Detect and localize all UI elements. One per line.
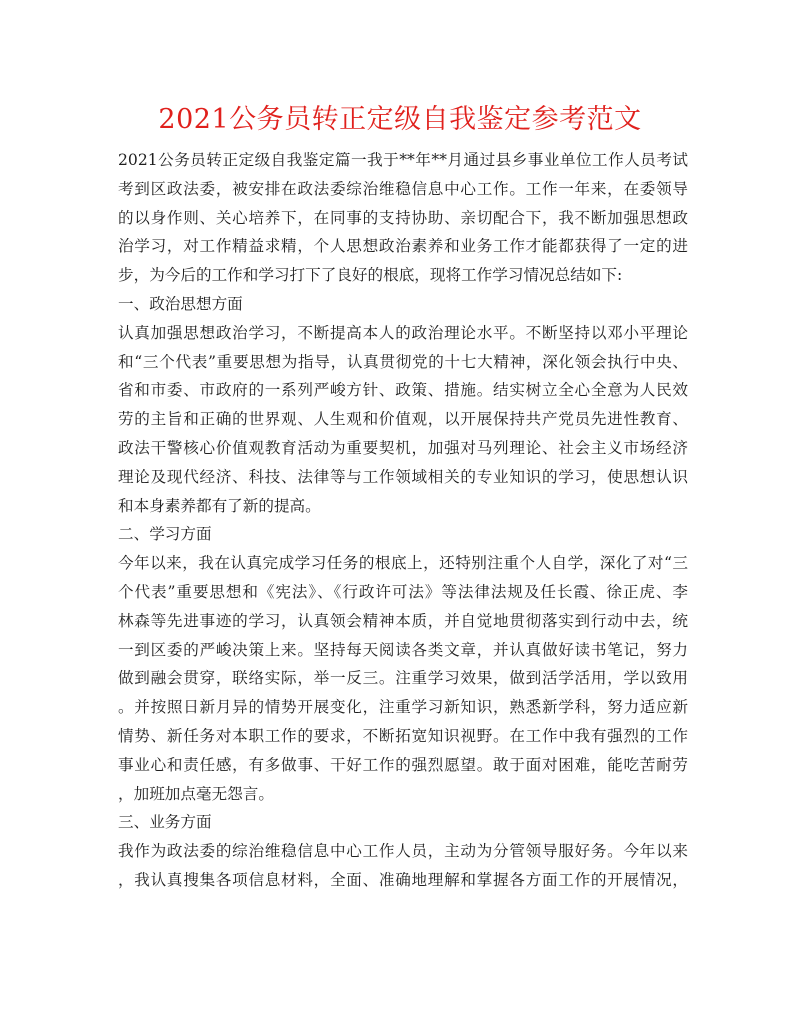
body-line: 步，为今后的工作和学习打下了良好的根底，现将工作学习情况总结如下:	[118, 266, 623, 285]
body-line: 。并按照日新月异的情势开展变化，注重学习新知识，熟悉新学科，努力适应新	[118, 698, 688, 717]
body-line: 理论及现代经济、科技、法律等与工作领域相关的专业知识的学习，使思想认识	[118, 467, 688, 486]
body-line: 事业心和责任感，有多做事、干好工作的强烈愿望。敢于面对困难，能吃苦耐劳	[118, 755, 688, 774]
body-line: 一到区委的严峻决策上来。坚持每天阅读各类文章，并认真做好读书笔记，努力	[118, 640, 688, 659]
body-line: 我作为政法委的综治维稳信息中心工作人员，主动为分管领导服好务。今年以来	[118, 842, 688, 861]
body-line: 做到融会贯穿，联络实际，举一反三。注重学习效果，做到活学活用，学以致用	[118, 669, 688, 688]
body-line: 的以身作则、关心培养下，在同事的支持协助、亲切配合下，我不断加强思想政	[118, 208, 688, 227]
body-line: 和“三个代表”重要思想为指导，认真贯彻党的十七大精神，深化领会执行中央、	[118, 352, 688, 371]
body-line: 和本身素养都有了新的提高。	[118, 496, 321, 515]
body-line: 林森等先进事迹的学习，认真领会精神本质，并自觉地贯彻落实到行动中去，统	[118, 611, 688, 630]
document-body	[118, 146, 688, 895]
body-line: 2021公务员转正定级自我鉴定篇一我于**年**月通过县乡事业单位工作人员考试	[118, 151, 688, 169]
body-line: 认真加强思想政治学习，不断提高本人的政治理论水平。不断坚持以邓小平理论	[118, 323, 688, 342]
body-line: 情势、新任务对本职工作的要求，不断拓宽知识视野。在工作中我有强烈的工作	[118, 726, 688, 745]
body-line: 个代表”重要思想和《宪法》、《行政许可法》等法律法规及任长霞、徐正虎、李	[118, 582, 688, 601]
body-line: 政法干警核心价值观教育活动为重要契机，加强对马列理论、社会主义市场经济	[118, 438, 688, 457]
body-line: ，我认真搜集各项信息材料，全面、准确地理解和掌握各方面工作的开展情况，	[118, 870, 688, 889]
section-heading-business: 三、业务方面	[118, 813, 212, 832]
body-line: 省和市委、市政府的一系列严峻方针、政策、措施。结实树立全心全意为人民效	[118, 381, 688, 400]
section-heading-study: 二、学习方面	[118, 525, 212, 544]
body-line: 治学习，对工作精益求精，个人思想政治素养和业务工作才能都获得了一定的进	[118, 237, 688, 256]
section-heading-politics: 一、政治思想方面	[118, 294, 243, 313]
body-line: 今年以来，我在认真完成学习任务的根底上，还特别注重个人自学，深化了对“三	[118, 554, 688, 573]
document-title: 2021公务员转正定级自我鉴定参考范文	[158, 104, 642, 135]
body-line: ，加班加点毫无怨言。	[118, 784, 274, 803]
body-line: 劳的主旨和正确的世界观、人生观和价值观，以开展保持共产党员先进性教育、	[118, 410, 688, 429]
body-line: 考到区政法委，被安排在政法委综治维稳信息中心工作。工作一年来，在委领导	[118, 179, 688, 198]
